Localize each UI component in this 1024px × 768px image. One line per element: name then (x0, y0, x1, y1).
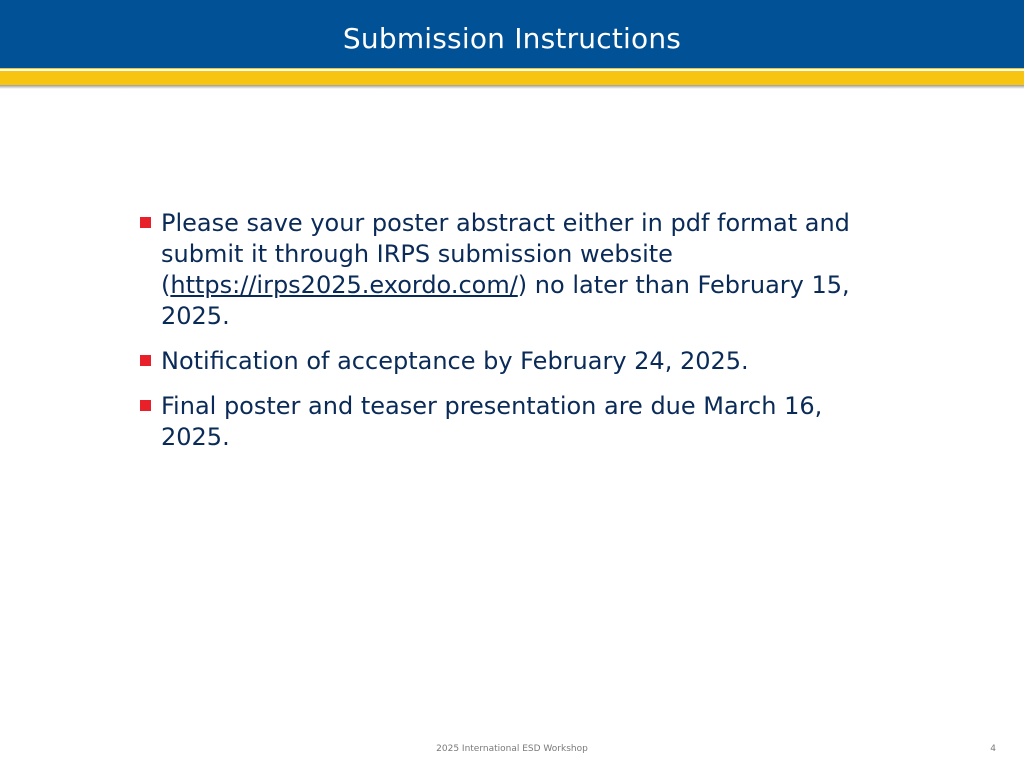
bullet-item-final-poster (140, 391, 880, 453)
bullet-text-before: Please save your poster abstract either in pdf format and submit it through IRPS submission website ( (161, 209, 850, 299)
square-bullet-icon (140, 217, 151, 228)
bullet-text-after: ) no later than February 15, 2025. (161, 271, 850, 330)
bullet-text: Notification of acceptance by February 24, 2025. (161, 347, 749, 375)
slide-title: Submission Instructions (342, 21, 682, 55)
bullet-text: Final poster and teaser presentation are due March 16, 2025. (161, 392, 823, 451)
submission-website-link[interactable]: https://irps2025.exordo.com/ (170, 271, 518, 299)
bullet-item-notification (140, 346, 880, 377)
band-shadow (0, 85, 1024, 89)
footer-text: 2025 International ESD Workshop (436, 744, 588, 754)
page-number: 4 (990, 744, 996, 754)
bullet-list (140, 208, 880, 467)
title-bar (0, 0, 1024, 68)
bullet-item-submission (140, 208, 880, 332)
divider-line (0, 69, 1024, 71)
square-bullet-icon (140, 355, 151, 366)
square-bullet-icon (140, 400, 151, 411)
